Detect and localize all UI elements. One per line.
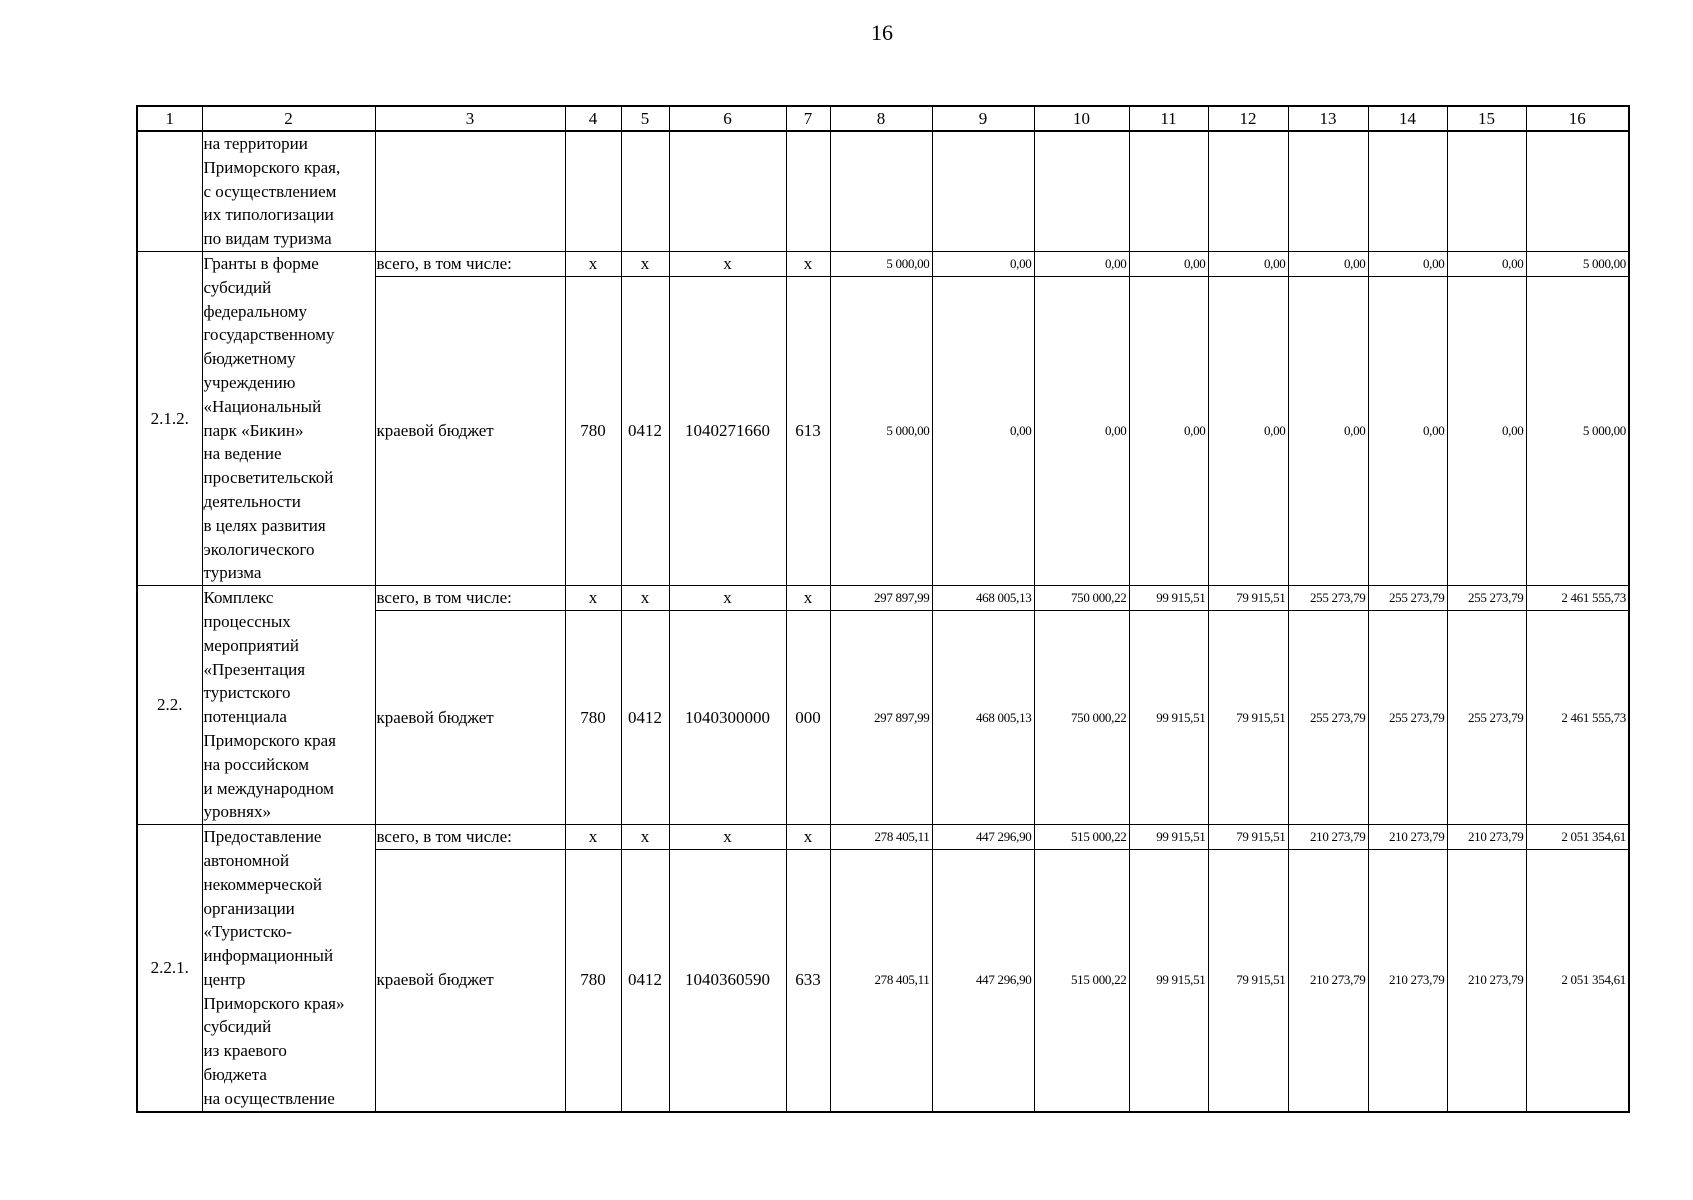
description-line: бюджетному — [203, 349, 296, 369]
description-line: с осуществлением — [203, 181, 337, 201]
description-line: деятельности — [203, 491, 301, 511]
description-line: потенциала — [203, 707, 287, 727]
code-cell: 780 — [565, 849, 621, 1111]
empty-cell — [830, 131, 932, 251]
row-code: 2.2. — [137, 586, 202, 825]
empty-cell — [1368, 131, 1447, 251]
amount-cell: 5 000,00 — [1526, 276, 1629, 585]
budget-table — [136, 105, 1630, 1113]
amount-cell: 447 296,90 — [932, 849, 1034, 1111]
description-line: туризма — [203, 563, 262, 583]
amount-cell: 0,00 — [1368, 251, 1447, 276]
code-cell: 0412 — [621, 276, 669, 585]
description-line: мероприятий — [203, 635, 299, 655]
row-description — [202, 825, 375, 1112]
description-line: их типологизации — [203, 205, 334, 225]
empty-cell — [1288, 131, 1368, 251]
amount-cell: 750 000,22 — [1034, 586, 1129, 611]
amount-cell: 750 000,22 — [1034, 610, 1129, 824]
code-cell: 633 — [786, 849, 830, 1111]
code-cell: x — [669, 825, 786, 850]
amount-cell: 2 461 555,73 — [1526, 586, 1629, 611]
description-line: субсидий — [203, 277, 272, 297]
empty-cell — [1447, 131, 1526, 251]
amount-cell: 99 915,51 — [1129, 586, 1208, 611]
column-number-header: 9 — [932, 106, 1034, 131]
description-line: «Национальный — [203, 396, 322, 416]
code-cell: x — [786, 251, 830, 276]
empty-cell — [375, 131, 565, 251]
description-line: некоммерческой — [203, 874, 322, 894]
amount-cell: 99 915,51 — [1129, 825, 1208, 850]
amount-cell: 99 915,51 — [1129, 610, 1208, 824]
code-cell: 780 — [565, 276, 621, 585]
amount-cell: 255 273,79 — [1288, 586, 1368, 611]
row-code: 2.2.1. — [137, 825, 202, 1112]
description-line: на российском — [203, 754, 309, 774]
description-line: «Презентация — [203, 659, 306, 679]
code-cell: 613 — [786, 276, 830, 585]
description-line: уровнях» — [203, 802, 271, 822]
empty-cell — [1208, 131, 1288, 251]
description-line: информационный — [203, 946, 334, 966]
amount-cell: 468 005,13 — [932, 586, 1034, 611]
row-code: 2.1.2. — [137, 251, 202, 585]
code-cell: x — [621, 825, 669, 850]
empty-cell — [1129, 131, 1208, 251]
description-line: просветительской — [203, 468, 334, 488]
description-line: Приморского края» — [203, 993, 345, 1013]
amount-cell: 0,00 — [932, 276, 1034, 585]
amount-cell: 5 000,00 — [830, 276, 932, 585]
description-line: Приморского края, — [203, 157, 341, 177]
amount-cell: 210 273,79 — [1368, 825, 1447, 850]
description-line: в целях развития — [203, 515, 326, 535]
amount-cell: 0,00 — [1447, 276, 1526, 585]
amount-cell: 278 405,11 — [830, 825, 932, 850]
description-line: на осуществление — [203, 1088, 335, 1108]
code-cell: 000 — [786, 610, 830, 824]
amount-cell: 0,00 — [1288, 276, 1368, 585]
code-cell: x — [786, 825, 830, 850]
amount-cell: 79 915,51 — [1208, 586, 1288, 611]
amount-cell: 255 273,79 — [1447, 586, 1526, 611]
description-line: по видам туризма — [203, 229, 332, 249]
funding-source: краевой бюджет — [375, 610, 565, 824]
amount-cell: 0,00 — [1368, 276, 1447, 585]
total-row — [137, 251, 1629, 276]
amount-cell: 255 273,79 — [1288, 610, 1368, 824]
amount-cell: 2 051 354,61 — [1526, 825, 1629, 850]
funding-source: всего, в том числе: — [375, 586, 565, 611]
amount-cell: 0,00 — [1208, 276, 1288, 585]
empty-cell — [565, 131, 621, 251]
amount-cell: 255 273,79 — [1447, 610, 1526, 824]
empty-cell — [932, 131, 1034, 251]
row-description — [202, 251, 375, 585]
description-line: Гранты в форме — [203, 253, 319, 273]
empty-cell — [621, 131, 669, 251]
column-number-header: 1 — [137, 106, 202, 131]
column-number-header: 5 — [621, 106, 669, 131]
continuation-row — [137, 131, 1629, 251]
funding-source: всего, в том числе: — [375, 825, 565, 850]
column-number-header: 12 — [1208, 106, 1288, 131]
column-number-header: 16 — [1526, 106, 1629, 131]
description-line: Предоставление — [203, 827, 322, 847]
column-number-header: 8 — [830, 106, 932, 131]
empty-cell — [1034, 131, 1129, 251]
funding-source: краевой бюджет — [375, 849, 565, 1111]
funding-source: краевой бюджет — [375, 276, 565, 585]
amount-cell: 0,00 — [1208, 251, 1288, 276]
row-description — [202, 586, 375, 825]
amount-cell: 0,00 — [1034, 276, 1129, 585]
code-cell: 1040300000 — [669, 610, 786, 824]
amount-cell: 0,00 — [1034, 251, 1129, 276]
description-line: на ведение — [203, 444, 282, 464]
description-line: туристского — [203, 683, 291, 703]
description-line: государственному — [203, 325, 335, 345]
amount-cell: 210 273,79 — [1447, 849, 1526, 1111]
description-line: из краевого — [203, 1041, 287, 1061]
amount-cell: 297 897,99 — [830, 610, 932, 824]
description-line: организации — [203, 898, 295, 918]
empty-cell — [1526, 131, 1629, 251]
description-line: федеральному — [203, 301, 307, 321]
amount-cell: 2 051 354,61 — [1526, 849, 1629, 1111]
description-line: учреждению — [203, 372, 296, 392]
page-number: 16 — [871, 20, 893, 45]
amount-cell: 210 273,79 — [1447, 825, 1526, 850]
code-cell: x — [786, 586, 830, 611]
amount-cell: 79 915,51 — [1208, 825, 1288, 850]
amount-cell: 5 000,00 — [1526, 251, 1629, 276]
code-cell: 780 — [565, 610, 621, 824]
code-cell: x — [565, 586, 621, 611]
amount-cell: 79 915,51 — [1208, 849, 1288, 1111]
funding-source: всего, в том числе: — [375, 251, 565, 276]
column-number-header: 10 — [1034, 106, 1129, 131]
amount-cell: 79 915,51 — [1208, 610, 1288, 824]
amount-cell: 210 273,79 — [1288, 825, 1368, 850]
code-cell: x — [669, 251, 786, 276]
amount-cell: 297 897,99 — [830, 586, 932, 611]
amount-cell: 210 273,79 — [1368, 849, 1447, 1111]
code-cell: 1040271660 — [669, 276, 786, 585]
total-row — [137, 586, 1629, 611]
description-line: и международном — [203, 778, 334, 798]
column-number-header: 15 — [1447, 106, 1526, 131]
column-number-header: 14 — [1368, 106, 1447, 131]
code-cell: x — [565, 825, 621, 850]
code-cell: 0412 — [621, 849, 669, 1111]
code-cell: x — [621, 251, 669, 276]
amount-cell: 447 296,90 — [932, 825, 1034, 850]
amount-cell: 468 005,13 — [932, 610, 1034, 824]
amount-cell: 515 000,22 — [1034, 849, 1129, 1111]
column-number-header: 6 — [669, 106, 786, 131]
column-number-header: 13 — [1288, 106, 1368, 131]
column-number-header: 11 — [1129, 106, 1208, 131]
description-line: автономной — [203, 850, 290, 870]
code-cell: 1040360590 — [669, 849, 786, 1111]
description-line: Приморского края — [203, 730, 336, 750]
code-cell: 0412 — [621, 610, 669, 824]
description-line: бюджета — [203, 1065, 267, 1085]
amount-cell: 0,00 — [1447, 251, 1526, 276]
column-number-header: 2 — [202, 106, 375, 131]
code-cell: x — [669, 586, 786, 611]
code-cell: x — [621, 586, 669, 611]
column-number-header-row — [137, 106, 1629, 131]
amount-cell: 278 405,11 — [830, 849, 932, 1111]
description-line: Комплекс — [203, 588, 274, 608]
description-line: парк «Бикин» — [203, 420, 304, 440]
amount-cell: 0,00 — [1129, 276, 1208, 585]
description-line: субсидий — [203, 1017, 272, 1037]
description-line: экологического — [203, 539, 315, 559]
column-number-header: 7 — [786, 106, 830, 131]
amount-cell: 255 273,79 — [1368, 610, 1447, 824]
amount-cell: 0,00 — [1129, 251, 1208, 276]
description-line: «Туристско- — [203, 922, 292, 942]
amount-cell: 5 000,00 — [830, 251, 932, 276]
amount-cell: 0,00 — [932, 251, 1034, 276]
continuation-description — [202, 131, 375, 251]
code-cell: x — [565, 251, 621, 276]
description-line: центр — [203, 969, 246, 989]
amount-cell: 255 273,79 — [1368, 586, 1447, 611]
amount-cell: 99 915,51 — [1129, 849, 1208, 1111]
row-code-cell — [137, 131, 202, 251]
amount-cell: 2 461 555,73 — [1526, 610, 1629, 824]
amount-cell: 210 273,79 — [1288, 849, 1368, 1111]
total-row — [137, 825, 1629, 850]
description-line: процессных — [203, 611, 291, 631]
description-line: на территории — [203, 134, 308, 153]
column-number-header: 4 — [565, 106, 621, 131]
amount-cell: 515 000,22 — [1034, 825, 1129, 850]
empty-cell — [786, 131, 830, 251]
empty-cell — [669, 131, 786, 251]
amount-cell: 0,00 — [1288, 251, 1368, 276]
column-number-header: 3 — [375, 106, 565, 131]
